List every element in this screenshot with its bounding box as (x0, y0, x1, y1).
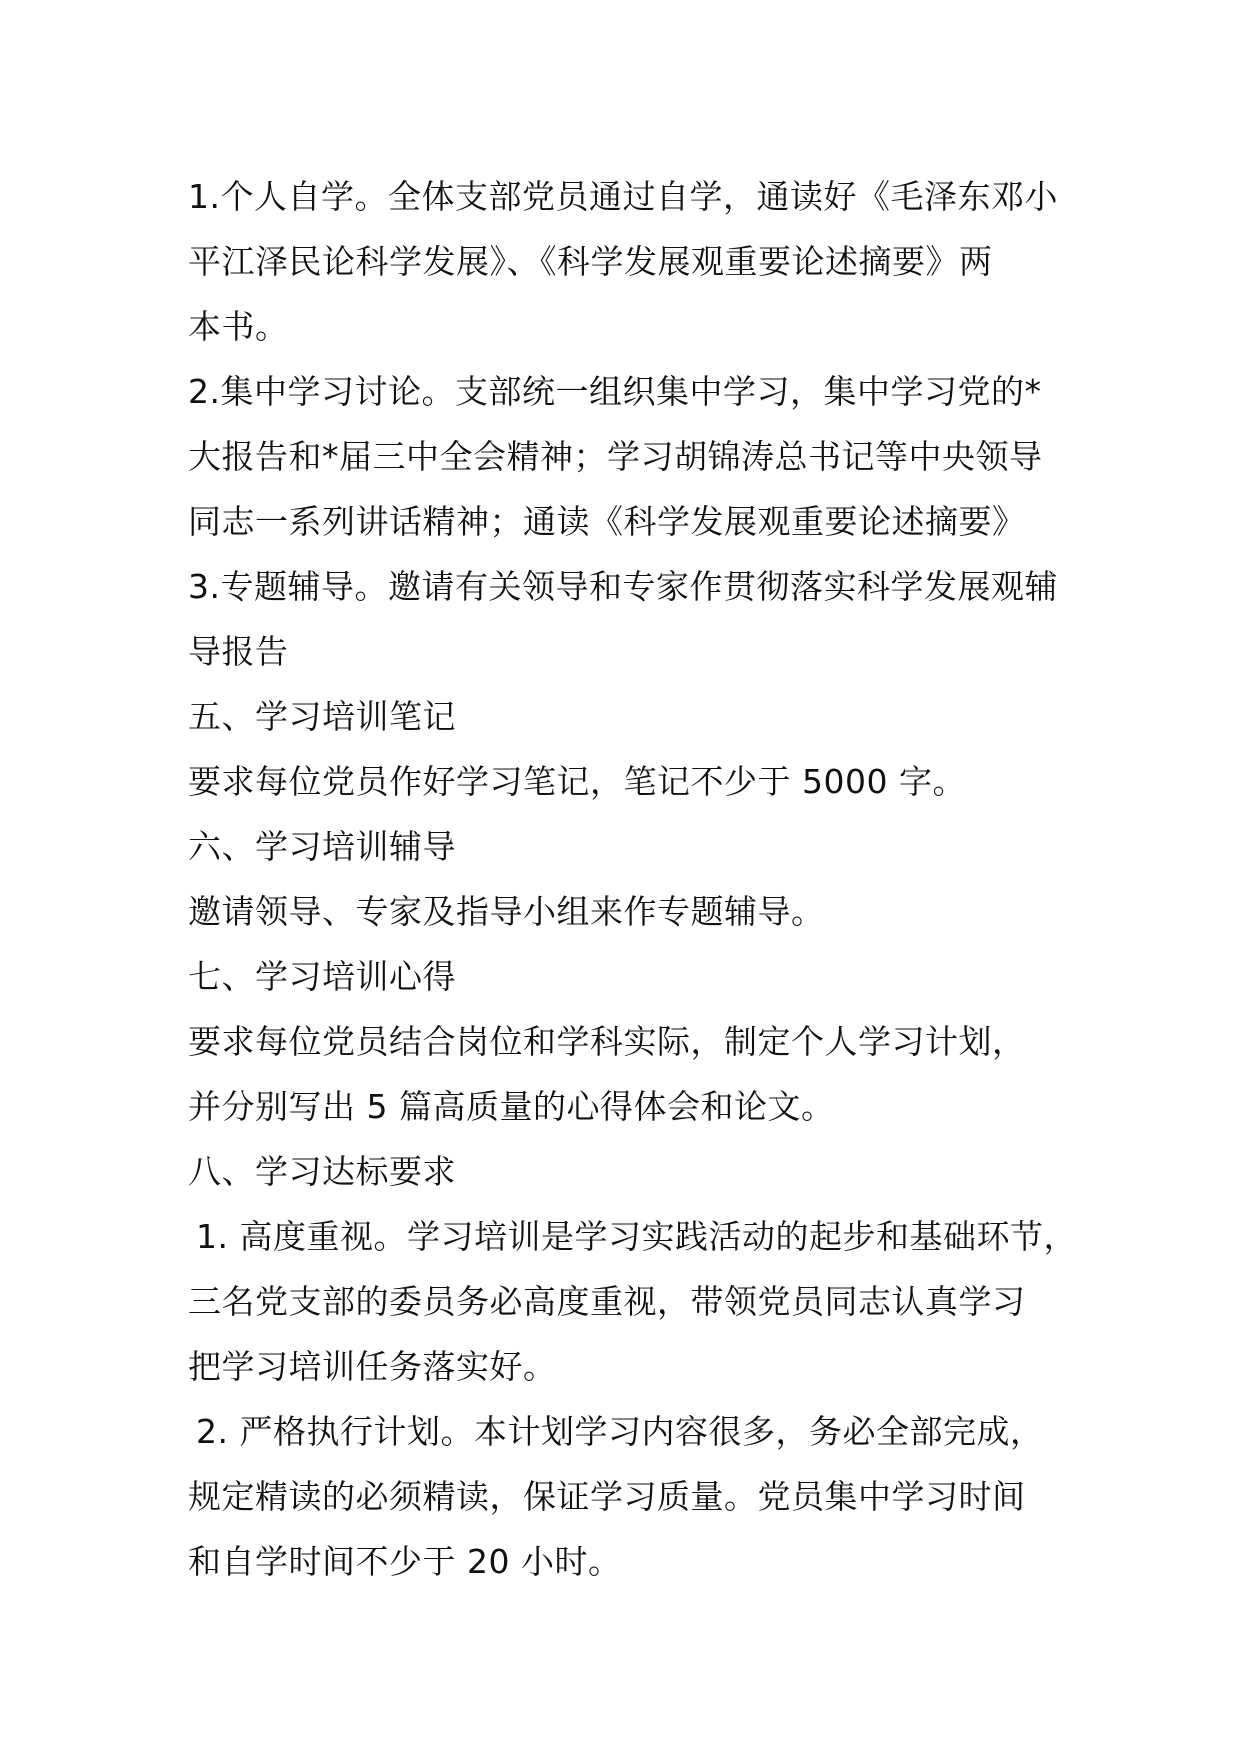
section-heading: 五、学习培训笔记 (188, 697, 456, 736)
text-line: 邀请领导、专家及指导小组来作专题辅导。 (188, 892, 825, 931)
text-line: 3.专题辅导。邀请有关领导和专家作贯彻落实科学发展观辅 (188, 567, 1058, 606)
text-line: 要求每位党员作好学习笔记，笔记不少于 5000 字。 (188, 762, 966, 801)
text-line: 和自学时间不少于 20 小时。 (188, 1542, 622, 1581)
text-line: 要求每位党员结合岗位和学科实际，制定个人学习计划， (188, 1022, 1026, 1061)
text-line: 2.集中学习讨论。支部统一组织集中学习，集中学习党的* (188, 372, 1042, 411)
text-line: 三名党支部的委员务必高度重视，带领党员同志认真学习 (188, 1282, 1026, 1321)
text-line: 并分别写出 5 篇高质量的心得体会和论文。 (188, 1087, 835, 1126)
text-line: 把学习培训任务落实好。 (188, 1347, 557, 1386)
text-line: 同志一系列讲话精神；通读《科学发展观重要论述摘要》 (188, 502, 1026, 541)
text-line: 1. 高度重视。学习培训是学习实践活动的起步和基础环节， (196, 1217, 1077, 1256)
text-line: 1.个人自学。全体支部党员通过自学，通读好《毛泽东邓小 (188, 177, 1058, 216)
text-line: 导报告 (188, 632, 289, 671)
text-line: 本书。 (188, 307, 289, 346)
text-line: 大报告和*届三中全会精神；学习胡锦涛总书记等中央领导 (188, 437, 1043, 476)
text-line: 2. 严格执行计划。本计划学习内容很多，务必全部完成， (196, 1412, 1044, 1451)
text-line: 规定精读的必须精读，保证学习质量。党员集中学习时间 (188, 1477, 1026, 1516)
section-heading: 八、学习达标要求 (188, 1152, 456, 1191)
text-line: 平江泽民论科学发展》、《科学发展观重要论述摘要》两 (188, 242, 993, 281)
document-body (188, 164, 1088, 1594)
section-heading: 七、学习培训心得 (188, 957, 456, 996)
section-heading: 六、学习培训辅导 (188, 827, 456, 866)
